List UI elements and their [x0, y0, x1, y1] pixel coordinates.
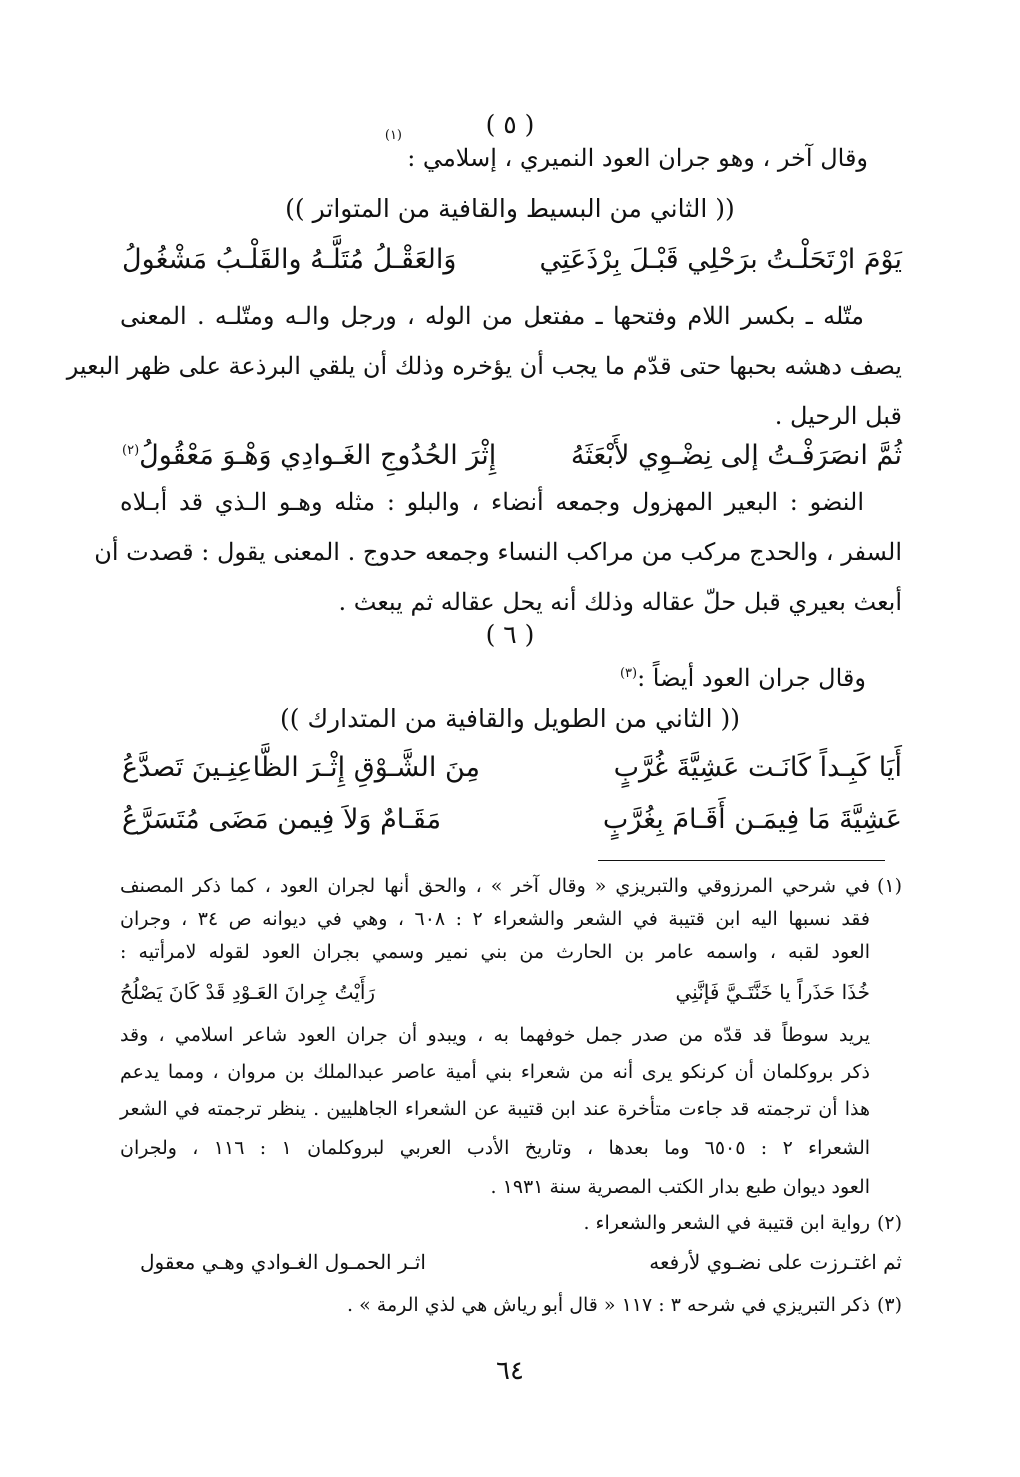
commentary-line: السفر ، والحدج مركب من مراكب النساء وجمعه حدوج . المعنى يقول : قصدت أن: [94, 538, 902, 566]
verse-first-hemistich: ثُمَّ انصَرَفْـتُ إلى نِضْـوِي لأَبْعَثَهُ: [570, 440, 902, 471]
footnote-line: الشعراء ٢ : ٦٥٠٥ وما بعدها ، وتاريخ الأدب العربي لبروكلمان ١ : ١١٦ ، ولجران: [120, 1137, 871, 1159]
footnote-1-mark: (١): [876, 875, 902, 897]
footnote-2-mark: (٢): [876, 1212, 902, 1234]
section5-verse1: [122, 244, 902, 275]
page-number: ٦٤: [496, 1356, 524, 1386]
intro-note-mark: (٣): [619, 666, 638, 681]
section-number-6: ( ٦ ): [485, 620, 535, 649]
verse-first-hemistich: يَوْمَ ارْتَحَلْـتُ برَحْلِي قَبْـلَ بِرْذَعَتِي: [539, 244, 902, 275]
commentary-line: أبعث بعيري قبل حلّ عقاله وذلك أنه يحل عقاله ثم يبعث .: [338, 588, 902, 616]
footnote-line: هذا أن ترجمته قد جاءت متأخرة عند ابن قتيبة عن الشعراء الجاهليين . ينظر ترجمته في الشعر: [120, 1098, 870, 1120]
verse-second-hemistich: رَأَيْتُ جِرانَ العَـوْدِ قَدْ كَانَ يَصْلُحُ: [120, 980, 376, 1004]
footnote-line: في شرحي المرزوقي والتبريزي « وقال آخر » ، والحق أنها لجران العود ، كما ذكر المصنف: [120, 875, 870, 897]
section6-meter: (( الثاني من الطويل والقافية من المتدارك )): [280, 704, 740, 733]
footnote-2-text: رواية ابن قتيبة في الشعر والشعراء .: [583, 1212, 870, 1234]
verse-second-hemistich: إِثْرَ الحُدُوجِ الغَـوادِي وَهْـوَ مَعْقُولُ$^{(٢)}$: [122, 440, 497, 471]
footnote-line: فقد نسبها اليه ابن قتيبة في الشعر والشعراء ٢ : ٦٠٨ ، وهي في ديوانه ص ٣٤ ، وجران: [120, 908, 870, 930]
section5-intro: وقال آخر ، وهو جران العود النميري ، إسلامي :: [407, 144, 868, 172]
section5-meter: (( الثاني من البسيط والقافية من المتواتر )): [285, 194, 735, 223]
footnote-3-text: ذكر التبريزي في شرحه ٣ : ١١٧ « قال أبو رياش هي لذي الرمة » .: [347, 1294, 870, 1316]
section-number-5: ( ٥ ): [485, 110, 535, 139]
footnote-line: يريد سوطاً قد قدّه من صدر جمل خوفهما به ، ويبدو أن جران العود شاعر اسلامي ، وقد: [120, 1024, 870, 1046]
verse-second-hemistich: مَقَـامٌ وَلاَ فِيمن مَضَى مُتَسَرَّعُ: [122, 804, 442, 835]
section6-verse2: [122, 804, 902, 835]
commentary-line: متّله ـ بكسر اللام وفتحها ـ مفتعل من الوله ، ورجل والـه ومتّلـه . المعنى: [120, 302, 864, 330]
section6-verse1: [122, 752, 902, 783]
intro-note-mark: (١): [384, 128, 402, 143]
footnote-3-mark: (٣): [876, 1294, 902, 1316]
section5-verse2: [122, 440, 902, 471]
footnote-2-verse: [140, 1250, 902, 1274]
verse-first-hemistich: أَيَا كَبِـداً كَانَـت عَشِيَّةَ غُرَّبٍ: [613, 752, 902, 783]
verse-first-hemistich: خُذَا حَذَراً يا خَنَّتَـيَّ فَإنَّنِي: [675, 980, 870, 1004]
commentary-line: يصف دهشه بحبها حتى قدّم ما يجب أن يؤخره وذلك أن يلقي البرذعة على ظهر البعير: [66, 352, 902, 380]
verse-first-hemistich: ثم اغتـرزت على نضـوي لأرفعه: [649, 1250, 902, 1274]
commentary-line: النضو : البعير المهزول وجمعه أنضاء ، والبلو : مثله وهـو الـذي قد أبـلاه: [120, 488, 864, 516]
commentary-line: قبل الرحيل .: [774, 402, 902, 430]
footnote-line: العود لقبه ، واسمه عامر بن الحارث من بني نمير وسمي بجران العود لقوله لامرأتيه :: [120, 941, 870, 963]
footnote-separator: [598, 860, 885, 861]
footnote-1-verse: [120, 980, 870, 1004]
footnote-line: ذكر بروكلمان أن كرنكو يرى أنه من شعراء بني أمية عاصر عبدالملك بن مروان ، ومما يدعم: [120, 1061, 870, 1083]
verse-first-hemistich: عَشِيَّةَ مَا فِيمَـن أَقَـامَ بِغُرَّبٍ: [602, 804, 902, 835]
verse-second-hemistich: وَالعَقْـلُ مُتَلَّـهُ والقَلْـبُ مَشْغُولُ: [122, 244, 457, 275]
verse-second-hemistich: اثـر الحمـول الغـوادي وهـي معقول: [140, 1250, 426, 1274]
verse-note-mark: (٢): [122, 443, 140, 458]
section6-intro: وقال جران العود أيضاً :$^{(٣)}$: [619, 664, 866, 692]
footnote-line: العود ديوان طبع بدار الكتب المصرية سنة ١٩٣١ .: [490, 1176, 870, 1198]
verse-second-hemistich: مِنَ الشَّـوْقِ إِثْـرَ الظَّاعِنِـينَ تَصدَّعُ: [122, 752, 480, 783]
